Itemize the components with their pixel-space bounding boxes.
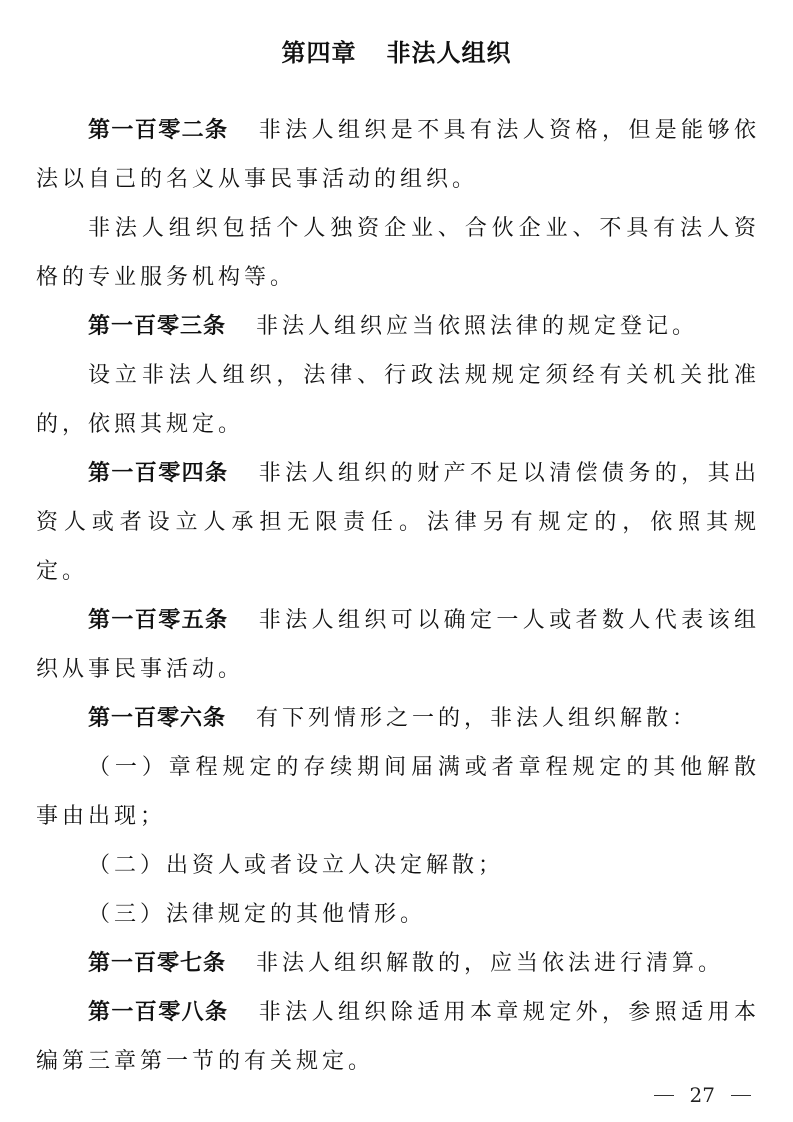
paragraph-text: （一）章程规定的存续期间届满或者章程规定的其他解散事由出现；	[36, 755, 760, 829]
chapter-name: 非法人组织	[386, 39, 512, 67]
article-number: 第一百零七条	[88, 951, 227, 976]
article-number: 第一百零八条	[88, 1000, 229, 1025]
page-footer	[654, 1080, 751, 1110]
paragraph-text: 非法人组织解散的，应当依法进行清算。	[256, 951, 725, 976]
paragraph	[36, 939, 760, 988]
paragraph-text: 非法人组织除适用本章规定外，参照适用本编第三章第一节的有关规定。	[36, 1000, 760, 1074]
paragraph	[36, 351, 760, 449]
article-number: 第一百零五条	[88, 608, 229, 633]
list-item	[36, 890, 760, 939]
paragraph-text: 非法人组织包括个人独资企业、合伙企业、不具有法人资格的专业服务机构等。	[36, 216, 760, 290]
paragraph	[36, 449, 760, 596]
list-item	[36, 841, 760, 890]
article-number: 第一百零三条	[88, 314, 227, 339]
chapter-title	[0, 36, 793, 70]
footer-dash	[654, 1095, 674, 1096]
list-item	[36, 743, 760, 841]
footer-dash	[731, 1095, 751, 1096]
paragraph-text: 非法人组织是不具有法人资格，但是能够依法以自己的名义从事民事活动的组织。	[36, 118, 760, 192]
paragraph-text: 非法人组织应当依照法律的规定登记。	[256, 314, 699, 339]
paragraph-text: 设立非法人组织，法律、行政法规规定须经有关机关批准的，依照其规定。	[36, 363, 760, 437]
paragraph	[36, 988, 760, 1086]
paragraph	[36, 694, 760, 743]
paragraph	[36, 302, 760, 351]
paragraph-text: （二）出资人或者设立人决定解散；	[88, 853, 505, 878]
paragraph-text: 非法人组织可以确定一人或者数人代表该组织从事民事活动。	[36, 608, 760, 682]
article-number: 第一百零四条	[88, 461, 229, 486]
paragraph	[36, 596, 760, 694]
article-number: 第一百零六条	[88, 706, 227, 731]
article-number: 第一百零二条	[88, 118, 229, 143]
document-body	[36, 106, 760, 1086]
paragraph	[36, 106, 760, 204]
paragraph	[36, 204, 760, 302]
chapter-number: 第四章	[281, 39, 357, 67]
paragraph-text: 有下列情形之一的，非法人组织解散：	[256, 706, 699, 731]
page-number: 27	[689, 1083, 715, 1107]
paragraph-text: （三）法律规定的其他情形。	[88, 902, 427, 927]
paragraph-text: 非法人组织的财产不足以清偿债务的，其出资人或者设立人承担无限责任。法律另有规定的，依照其规定。	[36, 461, 760, 584]
